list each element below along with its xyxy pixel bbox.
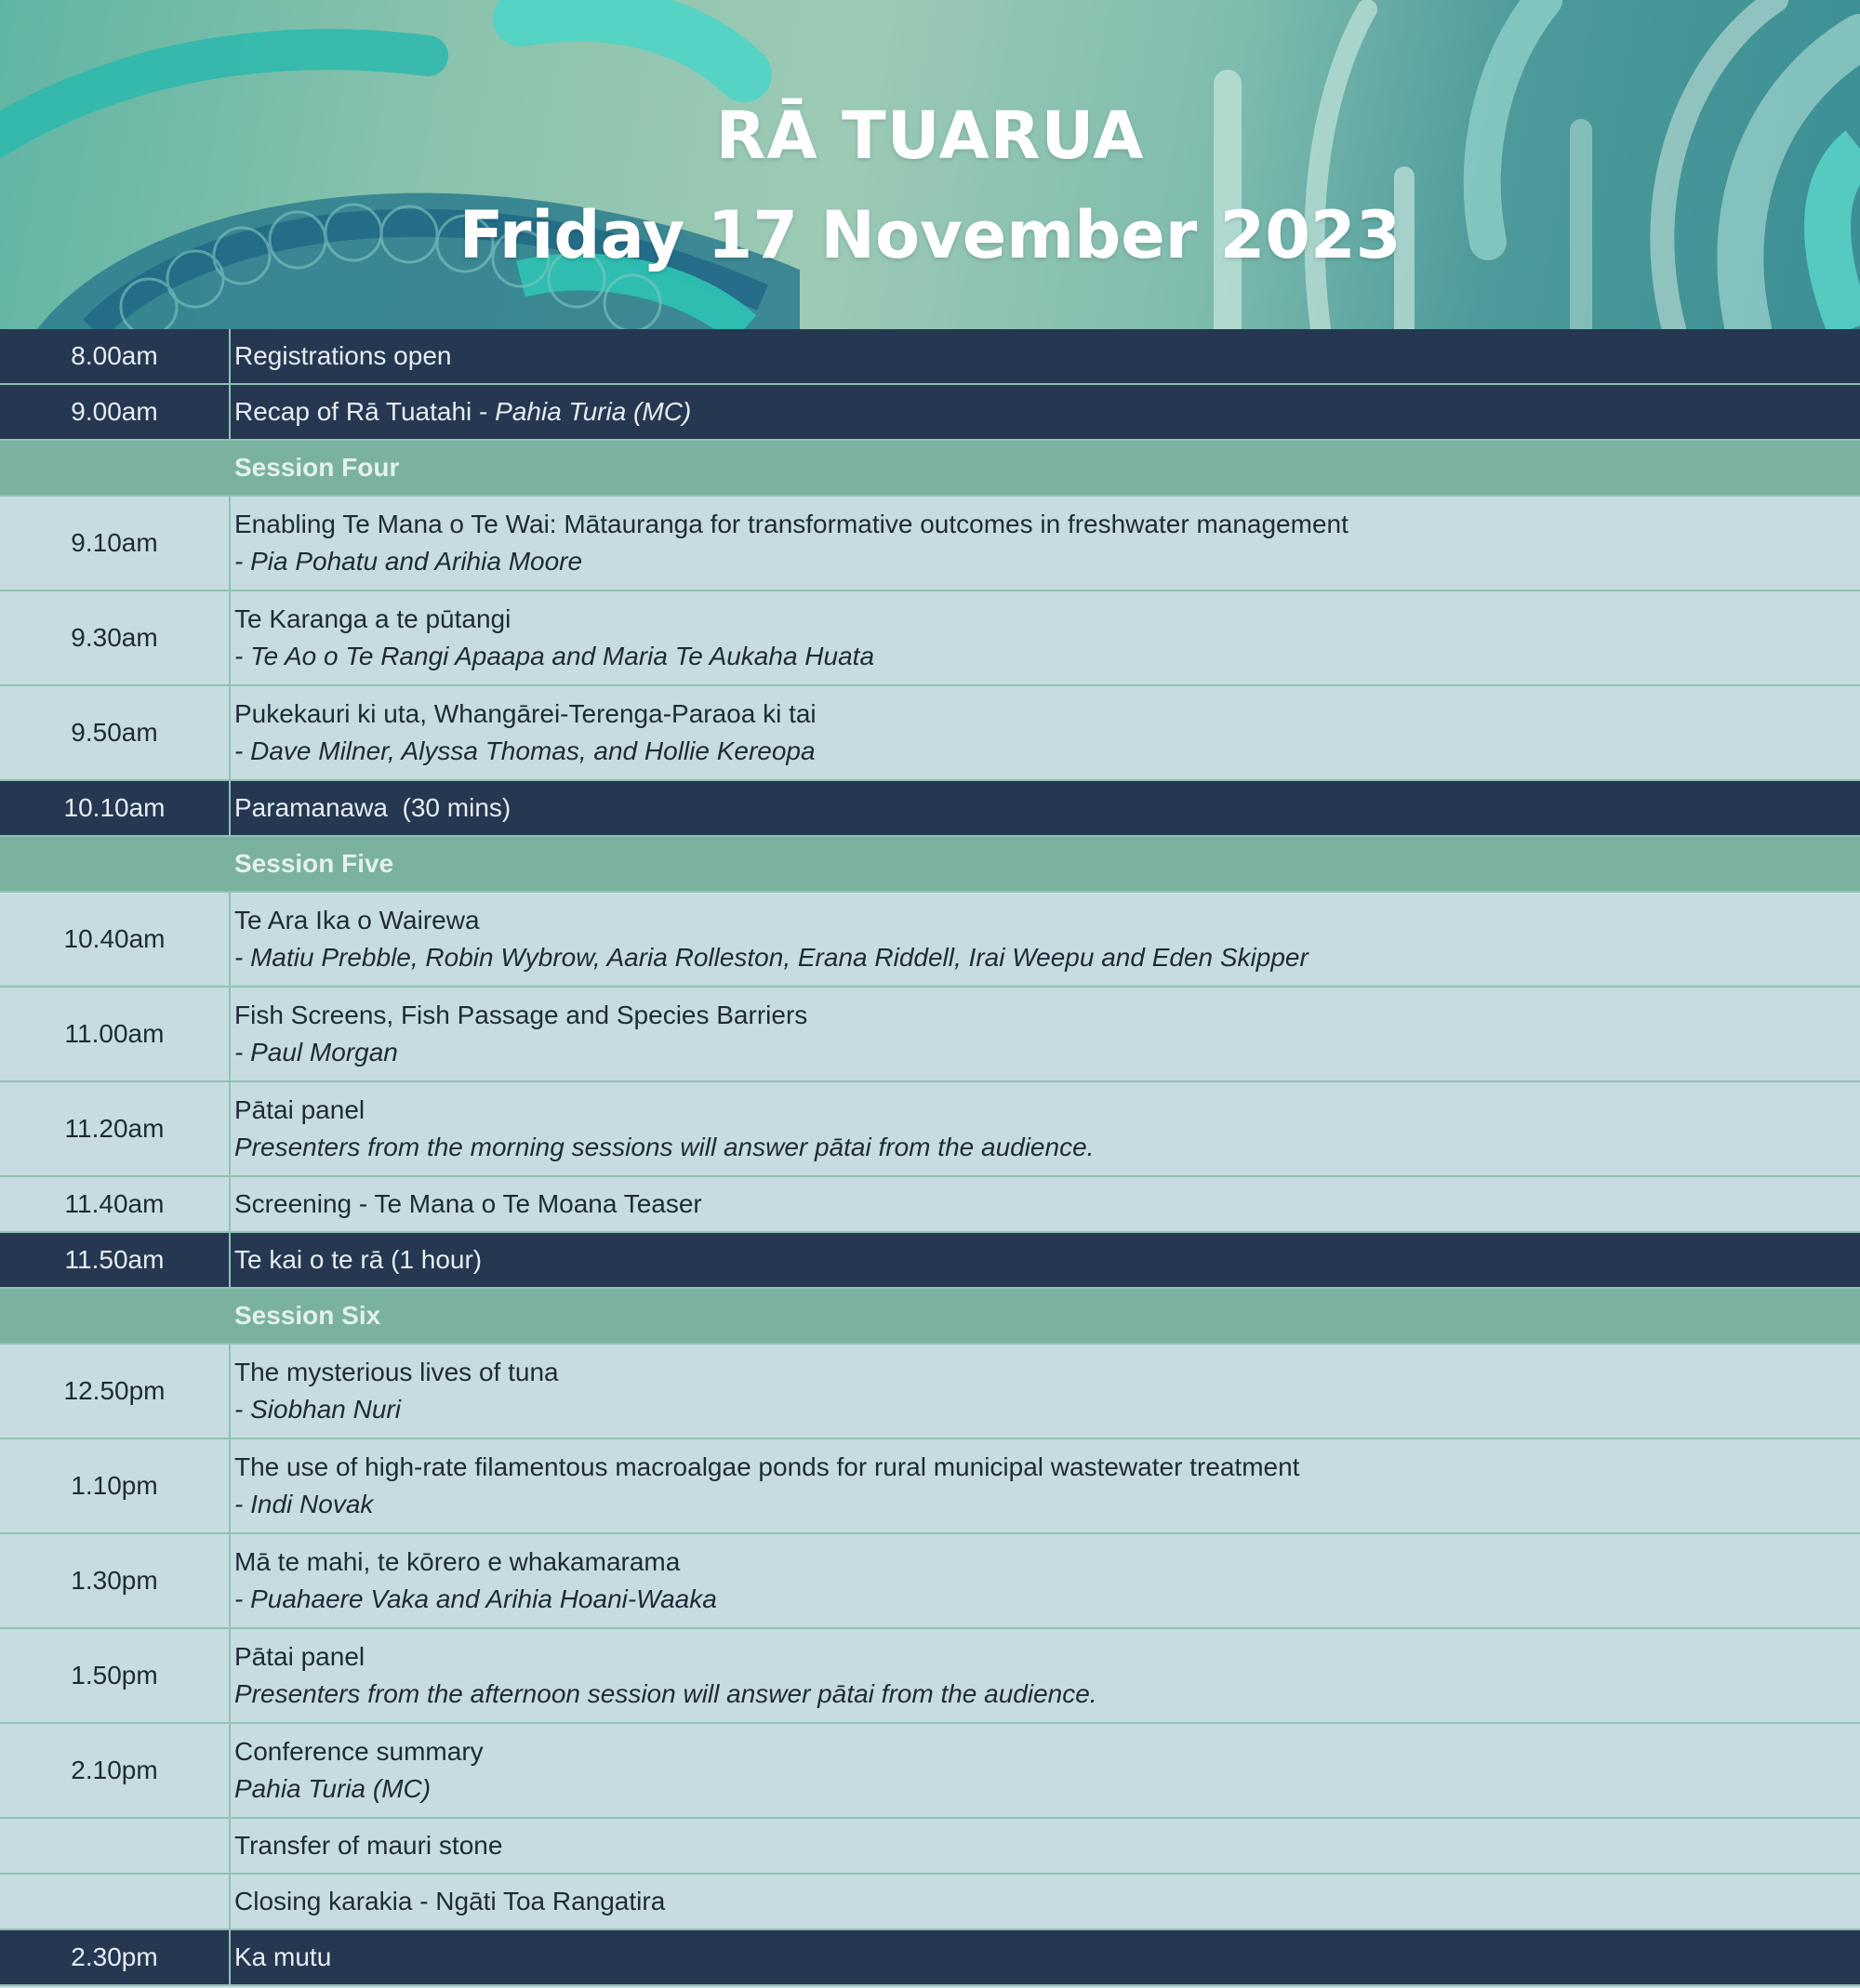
row-description: Presenters from the afternoon session will answer pātai from the audience. [234,1679,1097,1708]
session-title: Session Four [234,453,400,482]
row-content [231,893,1860,986]
row-speakers: - Indi Novak [234,1490,374,1518]
row-title: Registrations open [234,341,452,370]
row-time [0,837,231,891]
session-header-row [0,441,1860,497]
row-content [231,591,1860,684]
row-content [231,1233,1860,1287]
row-speakers: - Matiu Prebble, Robin Wybrow, Aaria Rolleston, Erana Riddell, Irai Weepu and Eden Skipper [234,943,1309,972]
row-time: 12.50pm [0,1345,231,1438]
row-speakers: - Pia Pohatu and Arihia Moore [234,547,583,576]
row-content [231,385,1860,439]
row-time: 9.00am [0,385,231,439]
row-content [231,1177,1860,1231]
row-content [231,1819,1860,1873]
row-speakers: Pahia Turia (MC) [234,1774,432,1803]
row-title: Pātai panel [234,1095,365,1124]
row-speakers: - Paul Morgan [234,1038,398,1067]
row-time: 2.30pm [0,1930,231,1984]
row-time: 1.10pm [0,1439,231,1532]
row-content [231,1724,1860,1817]
row-content [231,987,1860,1080]
row-content [231,497,1860,590]
row-speakers: - Te Ao o Te Rangi Apaapa and Maria Te Aukaha Huata [234,642,875,670]
row-time: 10.10am [0,781,231,835]
row-time: 1.30pm [0,1534,231,1627]
table-row [0,1875,1860,1930]
table-row [0,1082,1860,1177]
row-title-speaker: Pahia Turia (MC) [495,397,692,426]
row-title: Te Karanga a te pūtangi [234,604,512,633]
row-content [231,1439,1860,1532]
row-speakers: - Puahaere Vaka and Arihia Hoani-Waaka [234,1584,717,1613]
row-title: Pukekauri ki uta, Whangārei-Terenga-Paraoa ki tai [234,699,817,728]
row-title: Ka mutu [234,1942,332,1971]
row-speakers: - Dave Milner, Alyssa Thomas, and Hollie Kereopa [234,736,816,765]
table-row [0,1724,1860,1819]
row-time: 8.00am [0,329,231,383]
table-row [0,1345,1860,1439]
row-title [234,397,1860,427]
row-time: 1.50pm [0,1629,231,1722]
table-row [0,1439,1860,1534]
table-row [0,497,1860,591]
row-time [0,1289,231,1343]
table-row [0,1534,1860,1629]
row-title: Screening - Te Mana o Te Moana Teaser [234,1189,702,1218]
table-row [0,781,1860,837]
row-time: 11.40am [0,1177,231,1231]
row-time [0,441,231,495]
row-time: 9.50am [0,686,231,779]
table-row [0,1819,1860,1875]
row-title: Conference summary [234,1737,484,1766]
table-row [0,591,1860,686]
table-row [0,1930,1860,1986]
table-row [0,893,1860,987]
row-content [231,1629,1860,1722]
row-content [231,1082,1860,1175]
row-content [231,686,1860,779]
row-time: 2.10pm [0,1724,231,1817]
page-date: Friday 17 November 2023 [458,197,1402,273]
session-header-row [0,837,1860,893]
row-time: 11.20am [0,1082,231,1175]
row-title: Closing karakia - Ngāti Toa Rangatira [234,1887,666,1915]
row-content [231,1930,1860,1984]
table-row [0,385,1860,441]
row-title: Enabling Te Mana o Te Wai: Mātauranga for transformative outcomes in freshwater management [234,510,1348,538]
session-header-row [0,1289,1860,1345]
schedule-table [0,329,1860,1986]
table-row [0,329,1860,385]
table-row [0,1233,1860,1289]
row-time: 9.30am [0,591,231,684]
row-title: Pātai panel [234,1642,365,1671]
row-time: 9.10am [0,497,231,590]
row-content [231,781,1860,835]
session-title: Session Six [234,1301,381,1330]
row-time [0,1875,231,1928]
row-time: 10.40am [0,893,231,986]
row-title: Paramanawa (30 mins) [234,793,512,822]
table-row [0,686,1860,781]
row-title: Transfer of mauri stone [234,1831,503,1860]
row-title: Fish Screens, Fish Passage and Species Barriers [234,1001,808,1029]
table-row [0,987,1860,1082]
page-title: RĀ TUARUA [715,98,1145,174]
row-content [231,1534,1860,1627]
header-banner [0,0,1860,329]
row-time: 11.00am [0,987,231,1080]
row-content [231,1875,1860,1928]
row-title-text: Recap of Rā Tuatahi - [234,397,496,426]
session-title: Session Five [234,849,394,878]
row-title: Te Ara Ika o Wairewa [234,906,480,934]
row-title: Te kai o te rā (1 hour) [234,1245,483,1274]
row-time: 11.50am [0,1233,231,1287]
row-content [231,329,1860,383]
row-title: The use of high-rate filamentous macroalgae ponds for rural municipal wastewater treatment [234,1452,1300,1481]
row-speakers: - Siobhan Nuri [234,1395,401,1424]
row-time [0,1819,231,1873]
row-description: Presenters from the morning sessions will answer pātai from the audience. [234,1133,1095,1161]
row-title: Mā te mahi, te kōrero e whakamarama [234,1547,681,1576]
table-row [0,1629,1860,1724]
row-content [231,1345,1860,1438]
table-row [0,1177,1860,1233]
row-title: The mysterious lives of tuna [234,1358,559,1386]
